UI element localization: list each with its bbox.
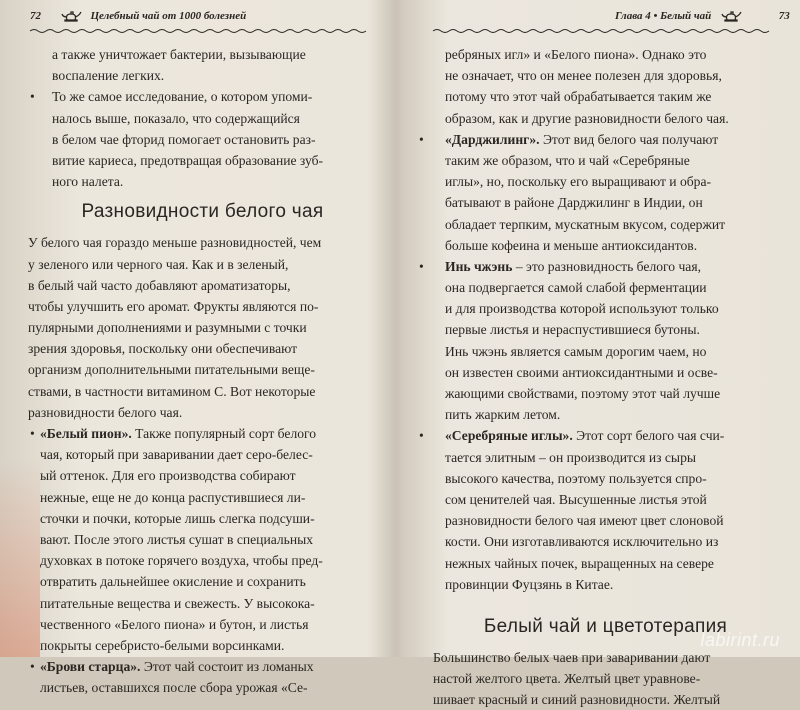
text-line: пулярными дополнениями и разумными с точки xyxy=(28,320,307,336)
text-line: не означает, что он менее полезен для здоровья, xyxy=(445,68,722,84)
list-item-silver-needles xyxy=(433,425,778,446)
left-page xyxy=(0,0,395,696)
text-line: пить жарким летом. xyxy=(445,407,561,423)
text-fragment: Этот сорт белого чая счи- xyxy=(572,428,725,444)
left-running-head-title: Целебный чай от 1000 болезней xyxy=(90,10,247,22)
list-item-old-man-eyebrows xyxy=(40,656,365,677)
term-darjeeling: «Дарджилинг». xyxy=(445,131,540,147)
text-line: листьев, оставшихся после сбора урожая «Се- xyxy=(40,680,308,696)
text-line: духовках в потоке горячего воздуха, чтобы пред- xyxy=(40,553,323,569)
text-line: У белого чая гораздо меньше разновидностей, чем xyxy=(28,235,322,251)
text-line: вают. После этого листья сушат в специальных xyxy=(40,531,314,547)
text-line: жающими свойствами, поэтому этот чай лучше xyxy=(445,386,721,401)
text-line: чая, который при заваривании дает серо-белес- xyxy=(40,447,313,463)
left-page-body xyxy=(28,44,365,698)
text-line: покрыты серебристо-белыми ворсинками. xyxy=(40,637,285,653)
text-line: ствами, в частности витамином С. Вот некоторые xyxy=(28,383,316,399)
text-line: провинции Фуцзянь в Китае. xyxy=(445,576,614,592)
text-line: он известен своими антиоксидантными и осве- xyxy=(445,364,718,380)
left-page-number: 72 xyxy=(30,10,41,22)
text-line: питательные вещества и свежесть. У высокока- xyxy=(40,595,315,611)
text-fragment: Также популярный сорт белого xyxy=(131,426,317,441)
spacer xyxy=(433,595,778,607)
text-line: воспаление легких. xyxy=(52,68,165,84)
text-line: организм дополнительными питательными веще- xyxy=(28,362,315,378)
text-line: отвратить дальнейшее окисление и сохранить xyxy=(40,574,306,590)
text-line: больше кофеина и меньше антиоксидантов. xyxy=(445,237,698,253)
right-decorative-rule xyxy=(433,28,773,34)
text-line: в белый чай часто добавляют ароматизаторы, xyxy=(28,277,291,293)
text-line: ый оттенок. Для его производства собирают xyxy=(40,468,296,484)
left-running-header xyxy=(30,8,246,22)
text-line: кости. Они изготавливаются исключительно из xyxy=(445,534,719,550)
term-old-man-eyebrows: «Брови старца». xyxy=(40,659,141,675)
text-line: нежных чайных почек, выращенных на севере xyxy=(445,555,714,571)
text-fragment: Этот чай состоит из ломаных xyxy=(140,659,314,675)
text-line: витие кариеса, предотвращая образование зуб- xyxy=(52,152,324,168)
text-line: разновидности белого чая. xyxy=(28,404,183,420)
text-fragment: Этот вид белого чая получают xyxy=(539,131,719,147)
right-page xyxy=(405,0,800,708)
text-line: она подвергается самой слабой ферментации xyxy=(445,280,707,296)
text-line: разновидности белого чая имеют цвет слоновой xyxy=(445,513,724,529)
text-line: обладает терпким, мускатным вкусом, содержит xyxy=(445,216,726,232)
text-line: чественного «Белого пиона» и бутон, и листья xyxy=(40,616,309,632)
text-line: иглы», но, поскольку его выращивают и обра- xyxy=(445,174,712,190)
text-line: тается элитным – он производится из сыры xyxy=(445,449,696,465)
text-line: и для производства которой используют только xyxy=(445,301,719,317)
text-line: Большинство белых чаев при заваривании дают xyxy=(433,649,711,665)
teapot-icon xyxy=(60,8,82,22)
text-line: ребряных игл» и «Белого пиона». Однако это xyxy=(445,47,707,62)
text-line: потому что этот чай обрабатывается таким же xyxy=(445,89,712,105)
text-line: высокого качества, поэтому пользуется спро- xyxy=(445,470,707,486)
text-line: в белом чае фторид помогает остановить раз- xyxy=(52,131,316,147)
text-line: налось выше, показало, что содержащийся xyxy=(52,110,300,126)
right-page-number: 73 xyxy=(778,10,790,22)
text-line: настой желтого цвета. Желтый цвет уравнове- xyxy=(433,671,701,687)
text-line: таким же образом, что и чай «Серебряные xyxy=(445,152,690,168)
right-page-body xyxy=(433,44,778,710)
watermark: labirint.ru xyxy=(700,630,780,650)
text-line: у зеленого или черного чая. Как и в зеленый, xyxy=(28,256,289,272)
text-line: Инь чжэнь является самым дорогим чаем, но xyxy=(445,343,707,359)
term-white-peony: «Белый пион». xyxy=(40,426,132,441)
teapot-icon xyxy=(720,8,742,22)
term-yin-zhen: Инь чжэнь xyxy=(445,258,513,274)
text-line: зрения здоровья, поскольку они обеспечивают xyxy=(28,341,298,357)
text-line: а также уничтожает бактерии, вызывающие xyxy=(52,47,306,62)
text-line: ного налета. xyxy=(52,174,124,190)
text-line: шивает красный и синий разновидности. Желтый xyxy=(433,692,721,708)
text-line: • То же самое исследование, о котором упоми- xyxy=(40,86,365,107)
right-running-header xyxy=(615,8,790,22)
text-line: первые листья и нераспустившиеся бутоны. xyxy=(445,322,700,338)
section-heading-varieties: Разновидности белого чая xyxy=(81,201,324,223)
text-line: образом, как и другие разновидности белого чая. xyxy=(445,110,729,126)
section-heading-color-therapy: Белый чай и цветотерапия xyxy=(483,615,728,637)
text-line: сом ценителей чая. Высушенные листья этой xyxy=(445,491,707,507)
list-item-darjeeling xyxy=(433,129,778,150)
term-silver-needles: «Серебряные иглы». xyxy=(445,428,573,444)
list-item-white-peony xyxy=(40,423,365,444)
text-line: сточки и почки, которые лишь слегка подсуши- xyxy=(40,510,315,526)
text-line: нежные, еще не до конца распустившиеся ли- xyxy=(40,489,306,505)
list-item-yin-zhen xyxy=(433,256,778,277)
text-fragment: – это разновидность белого чая, xyxy=(512,258,701,274)
left-decorative-rule xyxy=(30,28,370,34)
text-line: чтобы улучшить его аромат. Фрукты являются по- xyxy=(28,298,319,314)
right-running-head-title: Глава 4 • Белый чай xyxy=(615,10,712,22)
text-line: батывают в районе Дарджилинг в Индии, он xyxy=(445,195,703,211)
